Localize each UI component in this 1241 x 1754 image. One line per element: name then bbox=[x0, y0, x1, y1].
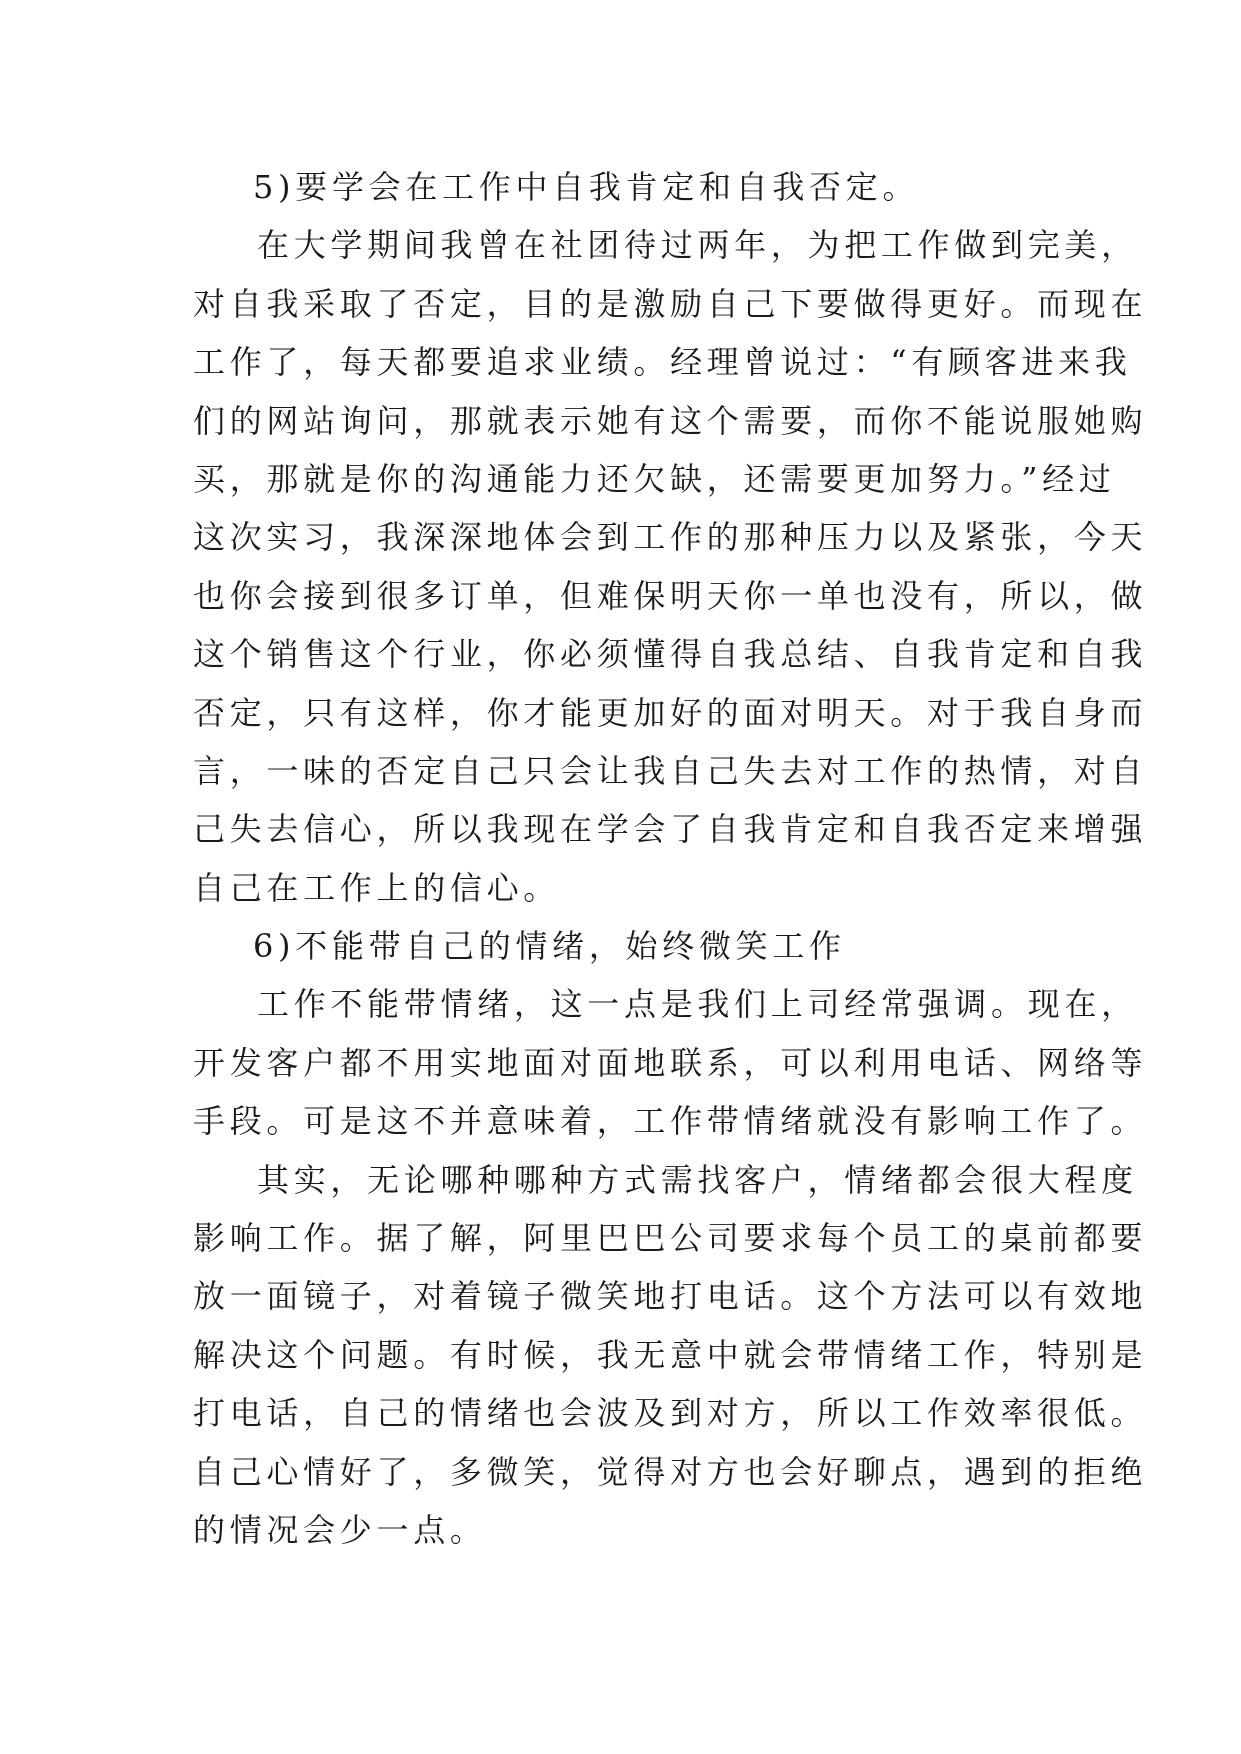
paragraph-self-affirmation bbox=[193, 216, 1148, 917]
paragraph-line: 的情况会少一点。 bbox=[193, 1510, 487, 1549]
paragraph-line: 也你会接到很多订单，但难保明天你一单也没有，所以，做 bbox=[193, 576, 1148, 615]
paragraph-line: 买，那就是你的沟通能力还欠缺，还需要更加努力。”经过 bbox=[193, 459, 1116, 498]
paragraph-line: 工作不能带情绪，这一点是我们上司经常强调。现在， bbox=[257, 985, 1138, 1024]
paragraph-line: 开发客户都不用实地面对面地联系，可以利用电话、网络等 bbox=[193, 1043, 1148, 1082]
paragraph-line: 对自我采取了否定，目的是激励自己下要做得更好。而现在 bbox=[193, 284, 1148, 323]
paragraph-smile-work bbox=[193, 1151, 1148, 1560]
paragraph-line: 言，一味的否定自己只会让我自己失去对工作的热情，对自 bbox=[193, 751, 1148, 790]
paragraph-line: 在大学期间我曾在社团待过两年，为把工作做到完美， bbox=[257, 226, 1138, 265]
paragraph-line: 其实，无论哪种哪种方式需找客户，情绪都会很大程度 bbox=[257, 1160, 1138, 1199]
paragraph-line: 影响工作。据了解，阿里巴巴公司要求每个员工的桌前都要 bbox=[193, 1219, 1148, 1258]
paragraph-line: 解决这个问题。有时候，我无意中就会带情绪工作，特别是 bbox=[193, 1335, 1148, 1374]
paragraph-line: 自己在工作上的信心。 bbox=[193, 868, 561, 907]
paragraph-line: 否定，只有这样，你才能更加好的面对明天。对于我自身而 bbox=[193, 693, 1148, 732]
paragraph-line: 这个销售这个行业，你必须懂得自我总结、自我肯定和自我 bbox=[193, 635, 1148, 674]
section-heading-6: 6)不能带自己的情绪，始终微笑工作 bbox=[253, 927, 846, 966]
document-body bbox=[193, 158, 1148, 1559]
paragraph-line: 打电话，自己的情绪也会波及到对方，所以工作效率很低。 bbox=[193, 1394, 1148, 1433]
paragraph-line: 放一面镜子，对着镜子微笑地打电话。这个方法可以有效地 bbox=[193, 1277, 1148, 1316]
paragraph-line: 己失去信心，所以我现在学会了自我肯定和自我否定来增强 bbox=[193, 810, 1148, 849]
paragraph-line: 自己心情好了，多微笑，觉得对方也会好聊点，遇到的拒绝 bbox=[193, 1452, 1148, 1491]
paragraph-line: 这次实习，我深深地体会到工作的那种压力以及紧张，今天 bbox=[193, 518, 1148, 557]
section-heading-5: 5)要学会在工作中自我肯定和自我否定。 bbox=[253, 168, 920, 206]
paragraph-no-emotion bbox=[193, 975, 1148, 1150]
paragraph-line: 工作了，每天都要追求业绩。经理曾说过：“有顾客进来我 bbox=[193, 343, 1132, 382]
paragraph-line: 们的网站询问，那就表示她有这个需要，而你不能说服她购 bbox=[193, 401, 1148, 440]
paragraph-line: 手段。可是这不并意味着，工作带情绪就没有影响工作了。 bbox=[193, 1102, 1148, 1141]
